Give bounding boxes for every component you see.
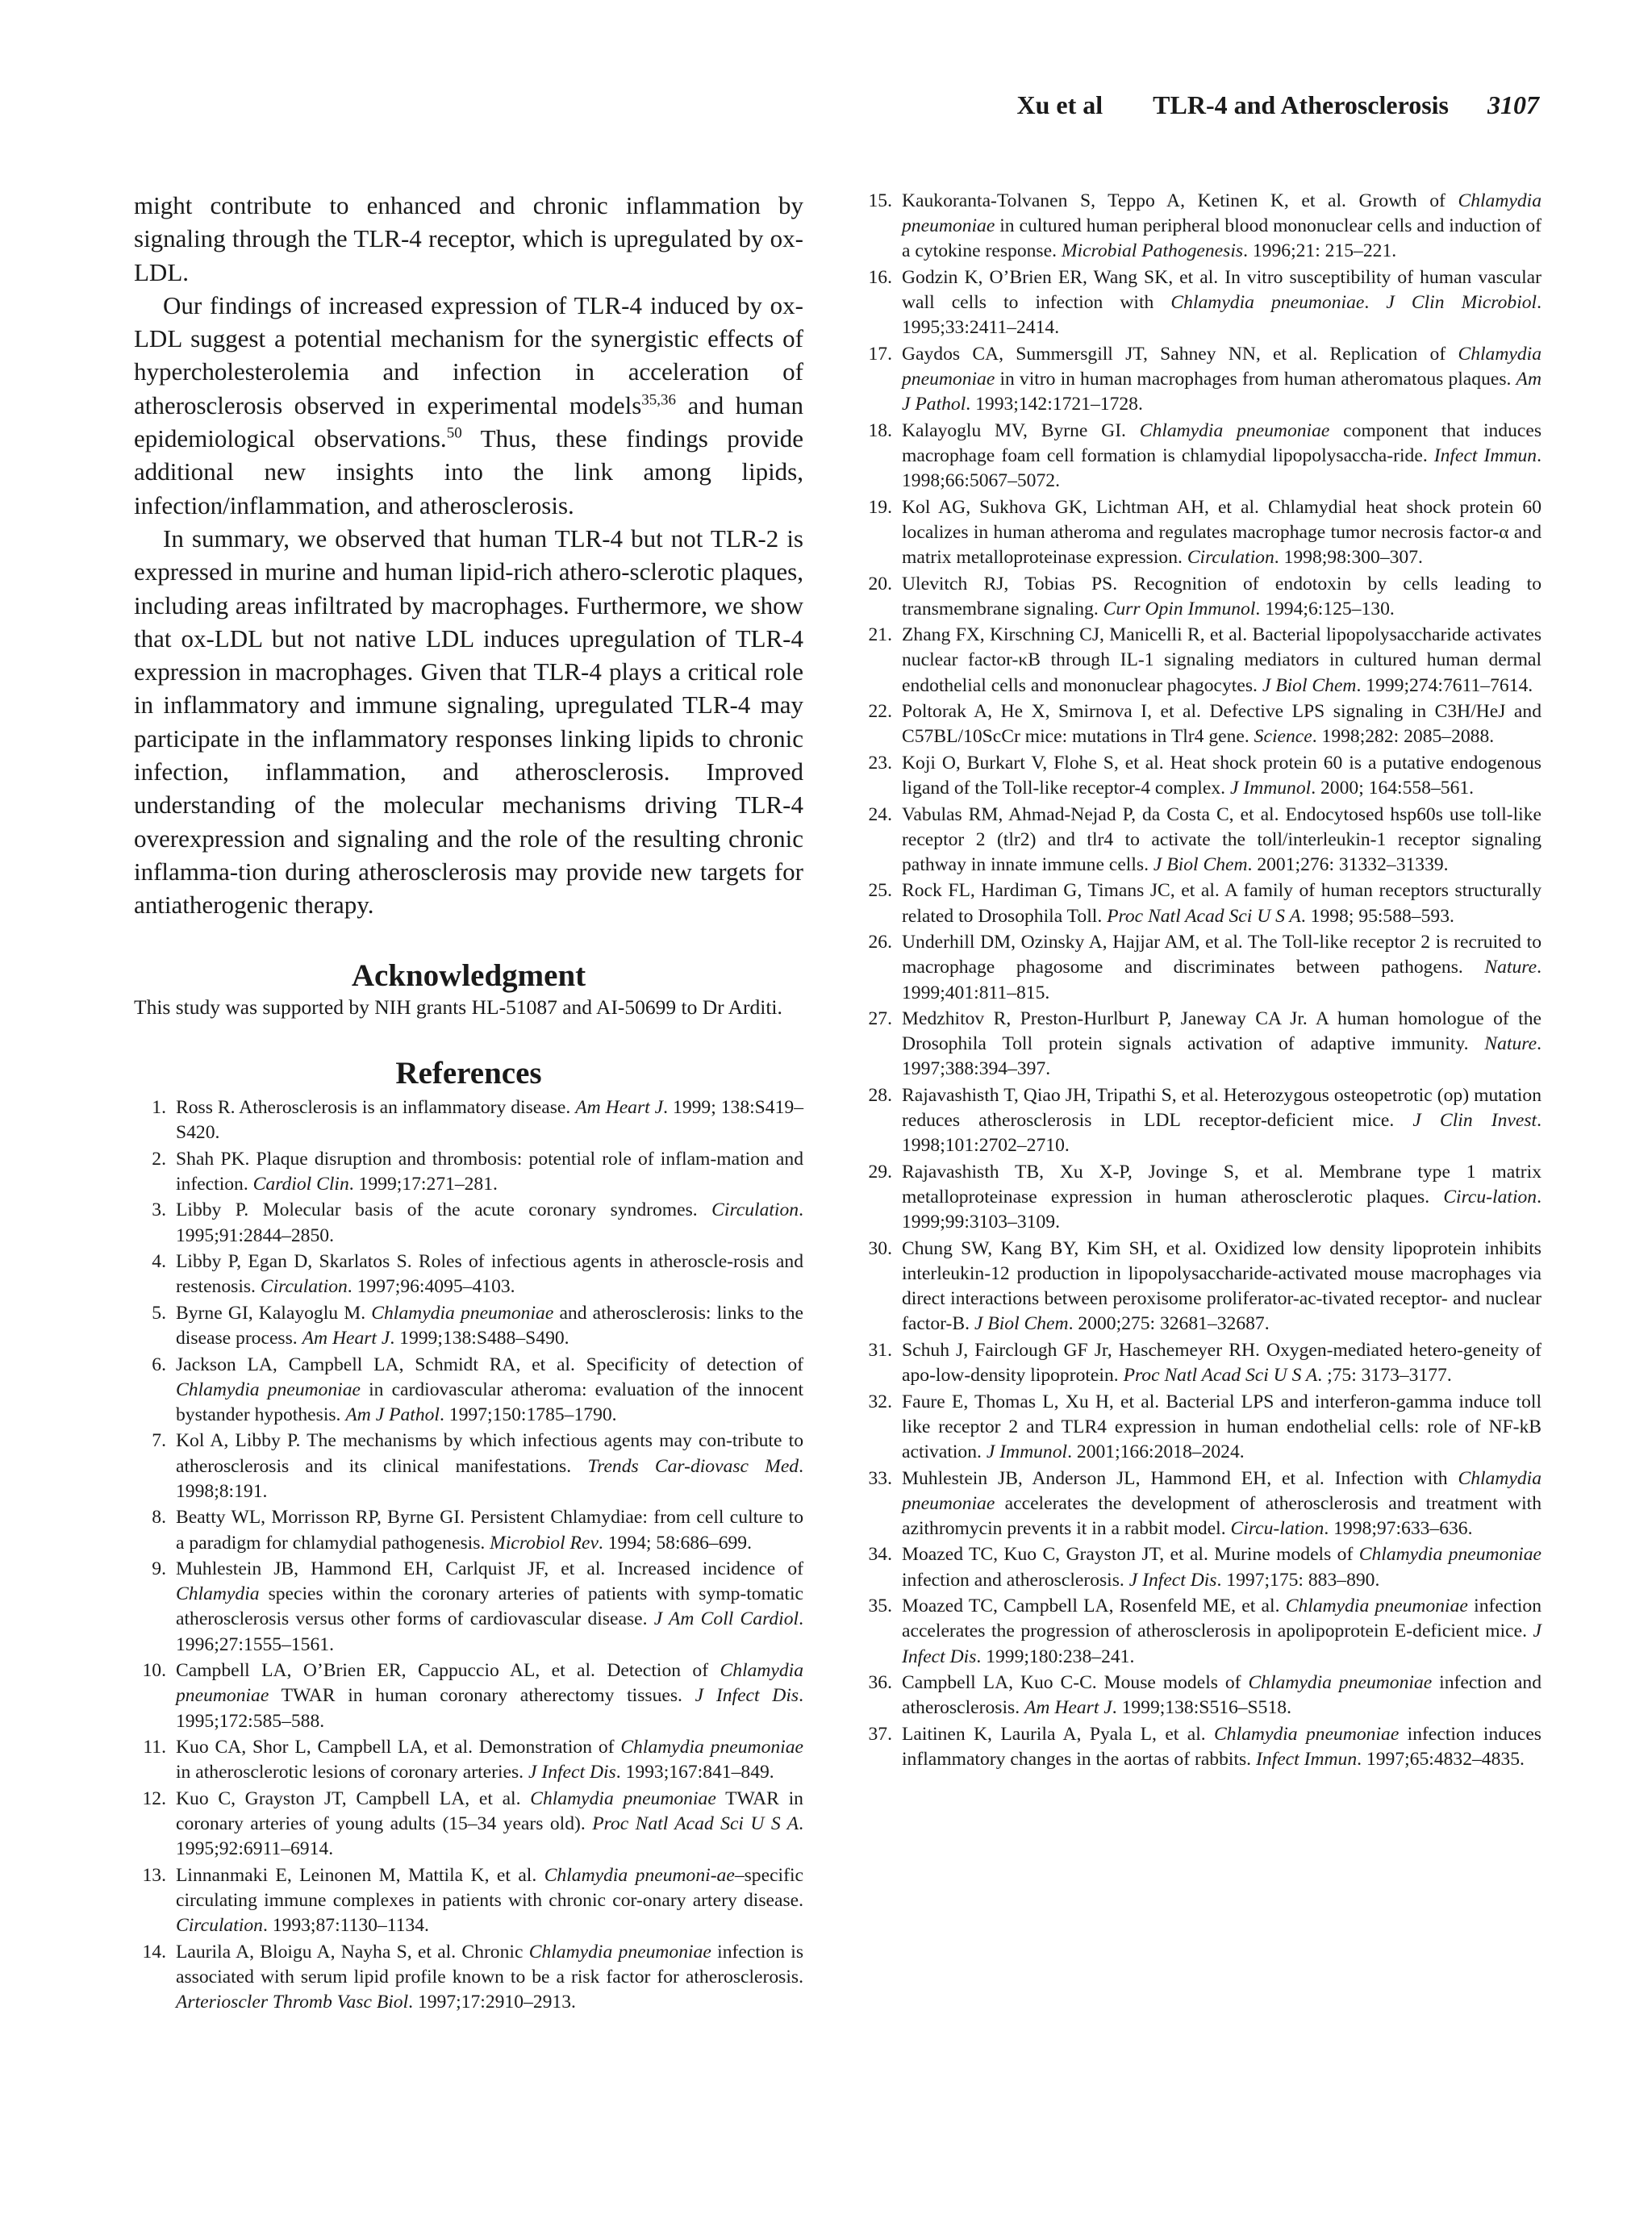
italic-text: Am Heart J — [575, 1097, 664, 1119]
text-run: Kol A, Libby P. The mechanisms by which infectious agents may con-tribute to atherosclerosis and its clinical manifestations. — [176, 1430, 803, 1477]
italic-text: Chlamydia pneumoniae — [176, 1660, 803, 1707]
text-run: –specific circulating immune complexes in patients with chronic cor-onary artery disease. — [176, 1864, 803, 1911]
italic-text: Chlamydia pneumoniae — [1358, 1544, 1541, 1566]
reference-number: 37. — [868, 1723, 892, 1745]
reference-number: 17. — [868, 343, 892, 365]
italic-text: Chlamydia pneumoniae — [530, 1787, 716, 1809]
reference-number: 25. — [868, 880, 892, 902]
reference-number: 23. — [868, 752, 892, 774]
italic-text: J Immunol — [1229, 778, 1312, 799]
reference-item — [134, 1735, 803, 1785]
italic-text: J Infect Dis — [528, 1762, 616, 1783]
reference-item — [134, 1301, 803, 1351]
italic-text: Chlamydia pneumoniae — [620, 1737, 803, 1758]
italic-text: Am J Pathol — [345, 1404, 440, 1425]
text-run: Campbell LA, Kuo C-C. Mouse models of — [902, 1672, 1249, 1694]
reference-item — [134, 1095, 803, 1145]
italic-text: Circulation — [711, 1199, 799, 1221]
italic-text: Circulation — [1187, 547, 1274, 569]
italic-text: Chlamydia pneumoniae — [1170, 292, 1365, 314]
reference-number: 10. — [142, 1660, 166, 1682]
reference-number: 27. — [868, 1008, 892, 1030]
reference-item — [134, 1940, 803, 2016]
reference-number: 8. — [152, 1507, 166, 1529]
reference-item — [860, 1390, 1541, 1466]
body-paragraph — [134, 522, 803, 922]
italic-text: J Biol Chem — [1153, 853, 1248, 875]
text-run: . ;75: 3173–3177. — [1317, 1365, 1452, 1387]
italic-text: Infect Immun — [1433, 444, 1537, 466]
text-run: Ulevitch RJ, Tobias PS. Recognition of endotoxin by cells leading to transmembrane signaling. — [902, 573, 1541, 619]
reference-item — [860, 699, 1541, 749]
reference-item — [860, 803, 1541, 878]
italic-text: Chlamydia pneumoniae — [1248, 1672, 1433, 1694]
reference-number: 24. — [868, 803, 892, 825]
reference-item — [860, 342, 1541, 418]
text-run: Libby P, Egan D, Skarlatos S. Roles of infectious agents in atheroscle-rosis and restenosis. — [176, 1251, 803, 1298]
italic-text: J Clin Invest — [1412, 1110, 1537, 1132]
text-run: . 1993;87:1130–1134. — [262, 1915, 429, 1937]
reference-number: 29. — [868, 1161, 892, 1183]
italic-text: J Immunol — [986, 1441, 1068, 1462]
text-run: Our findings of increased expression of TLR-4 induced by ox-LDL suggest a potential mechanism for the synergistic effects of hypercholesterolemia and infection in acceleration of atherosclerosis observed in experimental models — [134, 290, 803, 419]
text-run: . 1996;21: 215–221. — [1243, 240, 1397, 262]
text-run: In summary, we observed that human TLR-4 but not TLR-2 is expressed in murine and human lipid-rich athero-sclerotic plaques, including areas infiltrated by macrophages. Furthermore, we show that ox-LDL but not native LDL induces upregulation of TLR-4 expression in macrophages. Given that TLR-4 plays a critical role in inflammatory and immune signaling, upregulated TLR-4 may participate in the inflammatory responses linking lipids to chronic infection, inflammation, and atherosclerosis. Improved understanding of the molecular mechanisms driving TLR-4 overexpression and signaling and the role of the resulting chronic inflamma-tion during atherosclerosis may provide new targets for antiatherogenic therapy. — [134, 524, 803, 920]
reference-number: 28. — [868, 1084, 892, 1106]
text-run: Laurila A, Bloigu A, Nayha S, et al. Chronic — [176, 1941, 529, 1963]
reference-item — [134, 1787, 803, 1863]
italic-text: Infect Immun — [1255, 1748, 1358, 1770]
reference-number: 32. — [868, 1391, 892, 1412]
text-run: Medzhitov R, Preston-Hurlburt P, Janeway CA Jr. A human homologue of the Drosophila Toll protein signals activation of adaptive immunity. — [902, 1008, 1541, 1055]
reference-number: 5. — [152, 1302, 166, 1324]
reference-item — [860, 265, 1541, 341]
text-run: . 2001;276: 31332–31339. — [1247, 853, 1449, 875]
italic-text: Proc Natl Acad Sci U S A — [1123, 1365, 1318, 1387]
reference-list-right — [860, 189, 1541, 1772]
italic-text: Am Heart J — [302, 1328, 390, 1349]
reference-number: 3. — [152, 1199, 166, 1221]
reference-number: 19. — [868, 496, 892, 518]
text-run: infection is associated with serum lipid profile known to be a risk factor for atherosclerosis. — [176, 1941, 804, 1988]
italic-text: Curr Opin Immunol — [1103, 598, 1256, 619]
reference-item — [860, 572, 1541, 622]
text-run: Chung SW, Kang BY, Kim SH, et al. Oxidized low density lipoprotein inhibits interleukin-12 production in lipopolysaccharide-activated mouse macrophages via direct interactions between peroxisome proliferator-ac-tivated receptor- and nuclear factor-B. — [902, 1237, 1541, 1335]
text-run: . 1998;98:300–307. — [1274, 547, 1423, 569]
text-run: Kalayoglu MV, Byrne GI. — [902, 419, 1140, 441]
text-run: . — [1364, 292, 1387, 314]
text-run: Muhlestein JB, Anderson JL, Hammond EH, et al. Infection with — [902, 1467, 1458, 1489]
italic-text: Trends Car-diovasc Med — [587, 1455, 799, 1477]
italic-text: J Infect Dis — [695, 1685, 799, 1707]
text-run: . 1999;138:S488–S490. — [390, 1328, 569, 1349]
italic-text: Chlamydia pneumoniae — [176, 1379, 361, 1400]
text-run: Muhlestein JB, Hammond EH, Carlquist JF, et al. Increased incidence of — [176, 1558, 803, 1580]
text-run: . 1998;8:191. — [176, 1455, 804, 1502]
text-run: . 1998;97:633–636. — [1324, 1517, 1473, 1539]
reference-item — [860, 495, 1541, 571]
italic-text: Cardiol Clin — [252, 1173, 349, 1195]
reference-item — [860, 1237, 1541, 1337]
running-head-title: TLR-4 and Atherosclerosis — [1153, 90, 1449, 119]
text-run: . 1995;91:2844–2850. — [176, 1199, 803, 1246]
text-run: and atherosclerosis: links to the disease process. — [176, 1302, 803, 1349]
italic-text: Circulation — [176, 1915, 263, 1937]
text-run: . 1995;172:585–588. — [176, 1685, 803, 1732]
text-run: infection induces inflammatory changes in the aortas of rabbits. — [902, 1723, 1541, 1770]
reference-list-left — [134, 1095, 803, 2015]
italic-text: Chlamydia pneumoniae — [902, 1467, 1541, 1514]
italic-text: Am Heart J — [1024, 1697, 1112, 1719]
reference-number: 34. — [868, 1544, 892, 1566]
text-run: Moazed TC, Campbell LA, Rosenfeld ME, et al. — [902, 1596, 1286, 1617]
italic-text: Am J Pathol — [902, 369, 1541, 415]
text-run: Faure E, Thomas L, Xu H, et al. Bacterial LPS and interferon-gamma induce toll like receptor 2 and TLR4 expression in human endothelial cells: role of NF-kB activation. — [902, 1391, 1541, 1462]
text-run: . 1993;142:1721–1728. — [966, 394, 1143, 415]
text-run: infection and atherosclerosis. — [902, 1569, 1129, 1591]
italic-text: Science — [1254, 726, 1312, 748]
reference-item — [860, 1160, 1541, 1236]
text-run: . 1994;6:125–130. — [1255, 598, 1395, 619]
reference-number: 35. — [868, 1596, 892, 1617]
italic-text: Nature — [1484, 957, 1537, 978]
reference-number: 12. — [142, 1787, 166, 1809]
reference-number: 22. — [868, 701, 892, 723]
text-run: . 1999;17:271–281. — [348, 1173, 498, 1195]
text-run: . 1994; 58:686–699. — [598, 1532, 752, 1554]
italic-text: Chlamydia pneumoniae — [1285, 1596, 1468, 1617]
text-run: Poltorak A, He X, Smirnova I, et al. Defective LPS signaling in C3H/HeJ and C57BL/10ScCr mice: mutations in Tlr4 gene. — [902, 701, 1541, 748]
reference-number: 20. — [868, 573, 892, 594]
text-run: . 1999; 138:S419–S420. — [176, 1097, 803, 1144]
italic-text: Chlamydia pneumoniae — [371, 1302, 554, 1324]
text-run: infection and atherosclerosis. — [902, 1672, 1541, 1719]
text-run: Kol AG, Sukhova GK, Lichtman AH, et al. Chlamydial heat shock protein 60 localizes in human atheroma and regulates macrophage tumor necrosis factor-α and matrix metalloproteinase expression. — [902, 496, 1541, 569]
italic-text: Chlamydia — [176, 1583, 260, 1605]
left-column — [134, 189, 803, 2017]
text-run: . 1997;388:394–397. — [902, 1033, 1541, 1080]
italic-text: J Am Coll Cardiol — [653, 1608, 799, 1630]
italic-text: Microbiol Rev — [490, 1532, 599, 1554]
text-run: Godzin K, O’Brien ER, Wang SK, et al. In vitro susceptibility of human vascular wall cells to infection with — [902, 266, 1541, 314]
italic-text: Chlamydia pneumoniae — [528, 1941, 711, 1963]
text-run: . 1999;138:S516–S518. — [1112, 1697, 1291, 1719]
italic-text: J Biol Chem — [974, 1313, 1069, 1335]
reference-number: 33. — [868, 1467, 892, 1489]
text-run: . 2001;166:2018–2024. — [1067, 1441, 1245, 1462]
italic-text: Chlamydia pneumoni-ae — [544, 1864, 735, 1886]
text-run: . 1996;27:1555–1561. — [176, 1608, 803, 1655]
reference-number: 6. — [152, 1354, 166, 1375]
text-run: Underhill DM, Ozinsky A, Hajjar AM, et al. The Toll-like receptor 2 is recruited to macrophage phagosome and discriminates between pathogens. — [902, 932, 1541, 978]
body-paragraph — [134, 189, 803, 289]
reference-number: 2. — [152, 1148, 166, 1170]
reference-item — [860, 878, 1541, 928]
text-run: Shah PK. Plaque disruption and thrombosis: potential role of inflam-mation and infection. — [176, 1148, 803, 1195]
text-run: . 1997;65:4832–4835. — [1357, 1748, 1525, 1770]
reference-number: 1. — [152, 1097, 166, 1119]
italic-text: Arterioscler Thromb Vasc Biol — [176, 1992, 409, 2013]
reference-number: 9. — [152, 1558, 166, 1580]
page-number: 3107 — [1487, 90, 1539, 119]
reference-item — [860, 1671, 1541, 1721]
reference-number: 30. — [868, 1237, 892, 1259]
text-run: . 1998;282: 2085–2088. — [1312, 726, 1495, 748]
italic-text: J Infect Dis — [1128, 1569, 1217, 1591]
italic-text: Proc Natl Acad Sci U S A — [1107, 905, 1301, 927]
text-run: TWAR in coronary arteries of young adults (15–34 years old). — [176, 1787, 803, 1834]
references-heading: References — [395, 1056, 542, 1091]
text-run: . 1997;150:1785–1790. — [440, 1404, 617, 1425]
text-run: Schuh J, Fairclough GF Jr, Haschemeyer RH. Oxygen-mediated hetero-geneity of apo-low-density lipoprotein. — [902, 1339, 1541, 1387]
reference-item — [860, 419, 1541, 494]
text-run: Rajavashisth T, Qiao JH, Tripathi S, et al. Heterozygous osteopetrotic (op) mutation reduces atherosclerosis in LDL receptor-deficient mice. — [902, 1084, 1541, 1132]
acknowledgment-heading: Acknowledgment — [351, 957, 586, 993]
reference-item — [134, 1658, 803, 1734]
text-run: . 1995;33:2411–2414. — [902, 292, 1542, 339]
text-run: Gaydos CA, Summersgill JT, Sahney NN, et al. Replication of — [902, 343, 1458, 365]
acknowledgment-text: This study was supported by NIH grants HL-51087 and AI-50699 to Dr Arditi. — [134, 995, 782, 1019]
reference-item — [860, 751, 1541, 801]
italic-text: J Biol Chem — [1262, 674, 1357, 696]
text-run: . 2000;275: 32681–32687. — [1068, 1313, 1270, 1335]
text-run: Zhang FX, Kirschning CJ, Manicelli R, et al. Bacterial lipopolysaccharide activates nuclear factor-κB through IL-1 signaling mediators in cultured human dermal endothelial cells and mononuclear phagocytes. — [902, 624, 1541, 696]
italic-text: Circu-lation — [1230, 1517, 1325, 1539]
text-run: Kuo C, Grayston JT, Campbell LA, et al. — [176, 1787, 531, 1809]
italic-text: Chlamydia pneumoniae — [902, 343, 1541, 390]
text-run: might contribute to enhanced and chronic inflammation by signaling through the TLR-4 receptor, which is upregulated by ox-LDL. — [134, 191, 803, 286]
text-run: Laitinen K, Laurila A, Pyala L, et al. — [902, 1723, 1215, 1745]
text-run: . 1997;96:4095–4103. — [347, 1276, 515, 1298]
text-run: in cultured human peripheral blood mononuclear cells and induction of a cytokine response. — [902, 215, 1541, 262]
reference-item — [134, 1863, 803, 1939]
reference-item — [860, 1007, 1541, 1082]
italic-text: Circulation — [260, 1276, 348, 1298]
reference-item — [134, 1505, 803, 1555]
reference-number: 16. — [868, 266, 892, 288]
text-run: Rock FL, Hardiman G, Timans JC, et al. A family of human receptors structurally related to Drosophila Toll. — [902, 880, 1541, 927]
italic-text: Nature — [1484, 1033, 1537, 1055]
italic-text: Chlamydia pneumoniae — [1139, 419, 1330, 441]
reference-number: 4. — [152, 1251, 166, 1273]
text-run: . 1993;167:841–849. — [615, 1762, 774, 1783]
body-text — [134, 189, 803, 922]
text-run: component that induces macrophage foam cell formation is chlamydial lipopolysaccha-ride. — [902, 419, 1542, 466]
reference-number: 14. — [142, 1941, 166, 1963]
italic-text: J Infect Dis — [902, 1621, 1541, 1667]
italic-text: Proc Natl Acad Sci U S A — [592, 1812, 799, 1834]
text-run: . 1997;17:2910–2913. — [408, 1992, 576, 2013]
reference-item — [134, 1249, 803, 1299]
text-run: accelerates the development of atherosclerosis and treatment with azithromycin prevents it in a rabbit model. — [902, 1492, 1541, 1539]
text-run: species within the coronary arteries of patients with symp-tomatic atherosclerosis versus other forms of cardiovascular disease. — [176, 1583, 803, 1630]
text-run: Beatty WL, Morrisson RP, Byrne GI. Persistent Chlamydiae: from cell culture to a paradigm for chlamydial pathogenesis. — [176, 1507, 803, 1554]
text-run: infection accelerates the progression of atherosclerosis in apolipoprotein E-deficient mice. — [902, 1596, 1541, 1642]
reference-item — [860, 189, 1541, 265]
reference-item — [860, 623, 1541, 699]
italic-text: Microbial Pathogenesis — [1061, 240, 1244, 262]
italic-text: Chlamydia pneumoniae — [902, 190, 1541, 237]
text-run: Jackson LA, Campbell LA, Schmidt RA, et al. Specificity of detection of — [176, 1354, 803, 1375]
running-head-authors: Xu et al — [1016, 90, 1103, 119]
reference-item — [134, 1557, 803, 1658]
italic-text: Chlamydia pneumoniae — [1214, 1723, 1400, 1745]
text-run: in atherosclerotic lesions of coronary arteries. — [176, 1762, 528, 1783]
reference-number: 7. — [152, 1430, 166, 1452]
italic-text: Circu-lation — [1443, 1187, 1537, 1208]
text-run: and human epidemiological observations. — [134, 390, 804, 453]
reference-item — [134, 1198, 803, 1248]
text-run: . 1999;274:7611–7614. — [1356, 674, 1533, 696]
right-column — [860, 189, 1541, 1773]
reference-number: 13. — [142, 1864, 166, 1886]
text-run: Ross R. Atherosclerosis is an inflammatory disease. — [176, 1097, 576, 1119]
body-paragraph — [134, 289, 803, 522]
text-run: TWAR in human coronary atherectomy tissues. — [269, 1685, 695, 1707]
reference-item — [860, 1594, 1541, 1670]
text-run: . 1998;101:2702–2710. — [902, 1110, 1541, 1157]
reference-number: 21. — [868, 624, 892, 646]
text-run: in vitro in human macrophages from human atheromatous plaques. — [995, 369, 1516, 390]
text-run: . 1997;175: 883–890. — [1216, 1569, 1380, 1591]
citation-superscript: 35,36 — [641, 391, 677, 409]
text-run: Koji O, Burkart V, Flohe S, et al. Heat shock protein 60 is a putative endogenous ligand of the Toll-like receptor-4 complex. — [902, 752, 1541, 799]
reference-item — [860, 1338, 1541, 1388]
reference-number: 18. — [868, 419, 892, 441]
reference-item — [134, 1353, 803, 1429]
reference-number: 36. — [868, 1672, 892, 1694]
text-run: . 1999;180:238–241. — [976, 1646, 1135, 1667]
text-run: . 1998;66:5067–5072. — [902, 444, 1541, 492]
reference-number: 11. — [143, 1737, 166, 1758]
text-run: Moazed TC, Kuo C, Grayston JT, et al. Murine models of — [902, 1544, 1359, 1566]
reference-item — [860, 1083, 1541, 1159]
text-run: Libby P. Molecular basis of the acute coronary syndromes. — [176, 1199, 712, 1221]
reference-item — [860, 930, 1541, 1006]
text-run: in cardiovascular atheroma: evaluation of the innocent bystander hypothesis. — [176, 1379, 804, 1425]
citation-superscript: 50 — [446, 424, 462, 442]
text-run: Campbell LA, O’Brien ER, Cappuccio AL, et al. Detection of — [176, 1660, 720, 1682]
reference-item — [134, 1147, 803, 1197]
text-run: . 1999;99:3103–3109. — [902, 1187, 1541, 1233]
text-run: . 2000; 164:558–561. — [1311, 778, 1475, 799]
reference-number: 26. — [868, 932, 892, 953]
text-run: Kaukoranta-Tolvanen S, Teppo A, Ketinen K, et al. Growth of — [902, 190, 1458, 211]
text-run: . 1999;401:811–815. — [902, 957, 1541, 1003]
reference-number: 15. — [868, 190, 892, 211]
text-run: Byrne GI, Kalayoglu M. — [176, 1302, 372, 1324]
running-head — [1017, 90, 1540, 120]
reference-item — [134, 1429, 803, 1504]
text-run: . 1995;92:6911–6914. — [176, 1812, 803, 1860]
text-run: Thus, these findings provide additional new insights into the link among lipids, infection/inflammation, and atherosclerosis. — [134, 424, 803, 519]
text-run: Linnanmaki E, Leinonen M, Mattila K, et al. — [176, 1864, 544, 1886]
italic-text: J Clin Microbiol — [1386, 292, 1537, 314]
text-run: Kuo CA, Shor L, Campbell LA, et al. Demonstration of — [176, 1737, 621, 1758]
reference-item — [860, 1466, 1541, 1542]
reference-item — [860, 1722, 1541, 1772]
reference-number: 31. — [868, 1339, 892, 1361]
text-run: Vabulas RM, Ahmad-Nejad P, da Costa C, et al. Endocytosed hsp60s use toll-like receptor 2 (tlr2) and tlr4 to activate the toll/interleukin-1 receptor signaling pathway in innate immune cells. — [902, 803, 1541, 875]
text-run: . 1998; 95:588–593. — [1300, 905, 1454, 927]
text-run: Rajavashisth TB, Xu X-P, Jovinge S, et al. Membrane type 1 matrix metalloproteinase expression in human atherosclerotic plaques. — [902, 1161, 1541, 1208]
reference-item — [860, 1542, 1541, 1592]
